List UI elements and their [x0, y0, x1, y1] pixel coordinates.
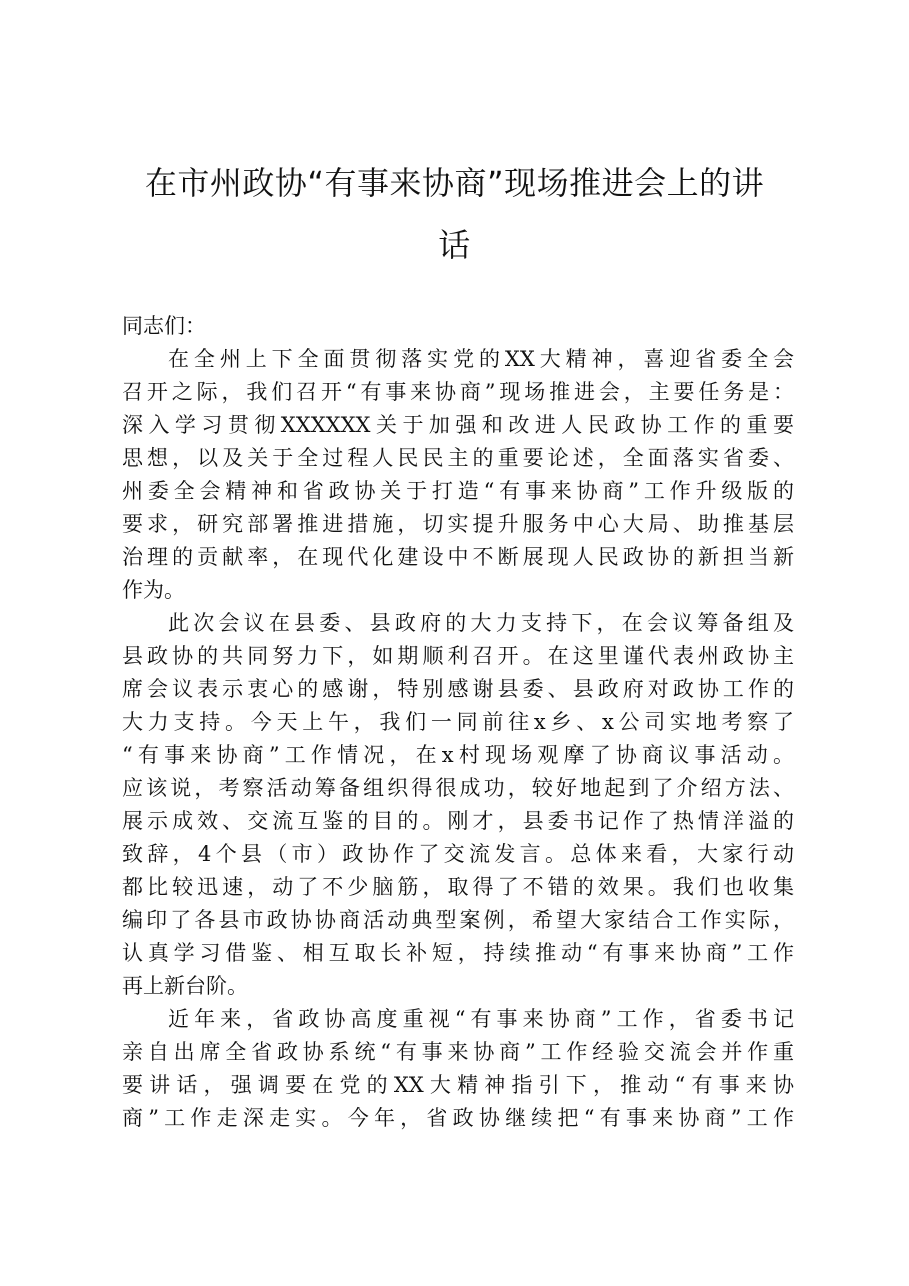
text-line: 在全州上下全面贯彻落实党的XX大精神，喜迎省委全会 [168, 347, 794, 371]
title-line: 话 [438, 226, 471, 264]
text-line: 县政协的共同努力下，如期顺利召开。在这里谨代表州政协主 [122, 644, 794, 668]
text-line: 治理的贡献率，在现代化建设中不断展现人民政协的新担当新 [122, 545, 794, 569]
title-line: 在市州政协“有事来协商”现场推进会上的讲 [144, 164, 765, 202]
text-line: 近年来，省政协高度重视“有事来协商”工作，省委书记 [168, 1007, 794, 1031]
text-line: 再上新台阶。 [122, 974, 248, 998]
text-line: 此次会议在县委、县政府的大力支持下，在会议筹备组及 [168, 611, 794, 635]
text-line: “有事来协商”工作情况，在x村现场观摩了协商议事活动。 [122, 743, 794, 767]
text-line: 致辞，4个县（市）政协作了交流发言。总体来看，大家行动 [122, 842, 794, 866]
text-line: 要求，研究部署推进措施，切实提升服务中心大局、助推基层 [122, 512, 794, 536]
text-line: 州委全会精神和省政协关于打造“有事来协商”工作升级版的 [122, 479, 794, 503]
text-line: 深入学习贯彻XXXXXX关于加强和改进人民政协工作的重要 [122, 413, 794, 437]
text-line: 思想，以及关于全过程人民民主的重要论述，全面落实省委、 [122, 446, 794, 470]
document-title [100, 152, 809, 276]
text-line: 大力支持。今天上午，我们一同前往x乡、x公司实地考察了 [122, 710, 794, 734]
text-line: 作为。 [122, 578, 185, 602]
text-line: 编印了各县市政协协商活动典型案例，希望大家结合工作实际， [122, 908, 794, 932]
text-line: 都比较迅速，动了不少脑筋，取得了不错的效果。我们也收集 [122, 875, 794, 899]
text-line: 应该说，考察活动筹备组织得很成功，较好地起到了介绍方法、 [122, 776, 794, 800]
text-line: 召开之际，我们召开“有事来协商”现场推进会，主要任务是： [122, 380, 794, 404]
paragraph [122, 1003, 794, 1135]
text-line: 要讲话，强调要在党的XX大精神指引下，推动“有事来协 [122, 1073, 794, 1097]
text-line: 席会议表示衷心的感谢，特别感谢县委、县政府对政协工作的 [122, 677, 794, 701]
document-body [122, 310, 794, 1135]
paragraph [122, 343, 794, 607]
text-line: 认真学习借鉴、相互取长补短，持续推动“有事来协商”工作 [122, 941, 794, 965]
salutation: 同志们： [122, 314, 206, 338]
text-line: 亲自出席全省政协系统“有事来协商”工作经验交流会并作重 [122, 1040, 794, 1064]
text-line: 商”工作走深走实。今年，省政协继续把“有事来协商”工作 [122, 1106, 794, 1130]
paragraph [122, 607, 794, 1003]
text-line: 展示成效、交流互鉴的目的。刚才，县委书记作了热情洋溢的 [122, 809, 794, 833]
